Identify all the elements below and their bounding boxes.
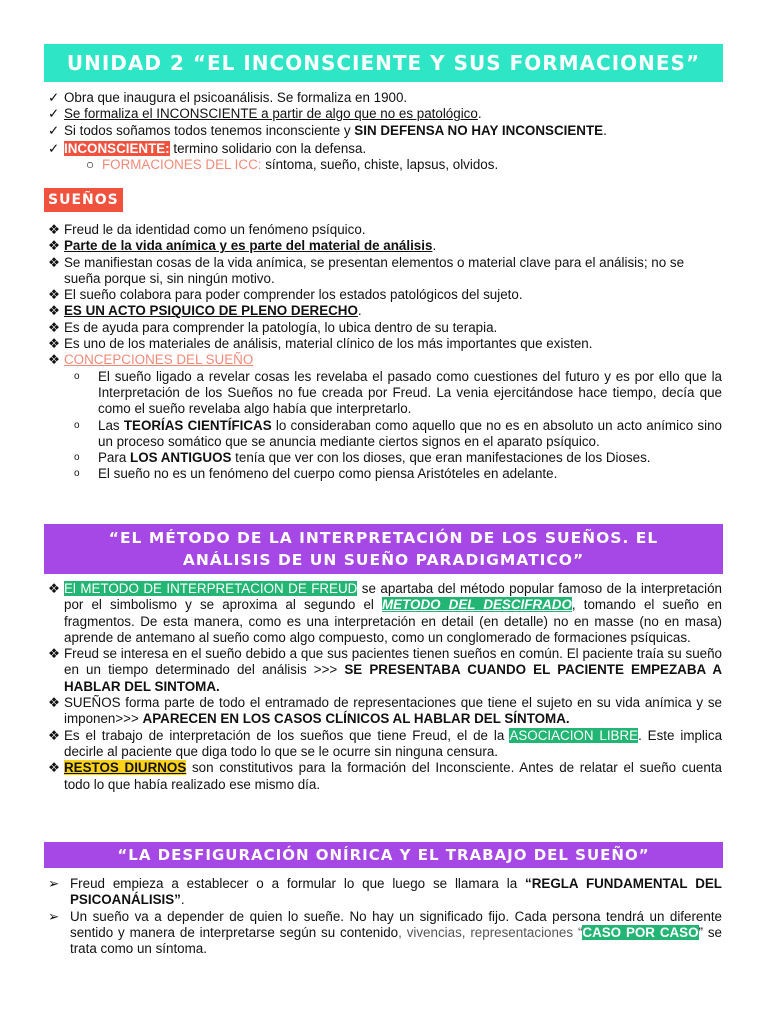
check-icon: ✓ [48, 140, 60, 156]
intro-list [46, 90, 722, 173]
diamond-bullet-icon: ❖ [48, 319, 61, 335]
list-item: ❖ Es el trabajo de interpretación de los sueños que tiene Freud, el de la ASOCIACION LIBRE. Este implica decirle al paciente que diga todo lo que se le ocurre sin ninguna censura. [48, 727, 723, 759]
circle-bullet-icon: o [74, 468, 80, 480]
list-item: ❖ RESTOS DIURNOS son constitutivos para la formación del Inconsciente. Antes de relatar el sueño cuenta todo lo que había realizado ese mismo día. [48, 760, 722, 792]
list-item: ❖ Es de ayuda para comprender la patología, lo ubica dentro de su terapia. [48, 319, 498, 335]
check-icon: ✓ [48, 122, 60, 138]
list-item: ❖ Freud se interesa en el sueño debido a que sus pacientes tienen sueños en común. El paciente traía su sueño en un tiempo determinado del análisis >>> SE PRESENTABA CUANDO EL PACIENTE EMPEZABA A HABLAR DEL SINTOMA. [48, 646, 722, 694]
sub-list-item: o Para LOS ANTIGUOS tenía que ver con los dioses, que eran manifestaciones de los Dioses. [74, 450, 651, 466]
check-icon: ✓ [48, 90, 60, 105]
list-item: ❖ SUEÑOS forma parte de todo el entramado de representaciones que tiene el sujeto en su vida anímica y se imponen>>> APARECEN EN LOS CASOS CLÍNICOS AL HABLAR DEL SÍNTOMA. [48, 695, 722, 727]
diamond-bullet-icon: ❖ [48, 254, 61, 270]
sub-list-item: o El sueño no es un fenómeno del cuerpo como piensa Aristóteles en adelante. [74, 466, 558, 482]
diamond-bullet-icon: ❖ [48, 727, 61, 743]
list-item: ❖ Freud le da identidad como un fenómeno psíquico. [48, 222, 366, 237]
sub-list-item: o El sueño ligado a revelar cosas les revelaba el pasado como cuestiones del futuro y es por ello que la Interpretación de los Sueños no fue creada por Freud. La venia ejercitándose hace tiempo, decía que como el sueño revelaba algo había que interpretarlo. [74, 368, 722, 417]
circle-bullet-icon: o [74, 419, 80, 431]
desfiguracion-banner: “LA DESFIGURACIÓN ONÍRICA Y EL TRABAJO DEL SUEÑO” [44, 842, 723, 868]
suenos-list [46, 222, 722, 483]
list-item: ✓ Se formaliza el INCONSCIENTE a partir de algo que no es patológico. [48, 106, 482, 122]
diamond-bullet-icon: ❖ [48, 646, 61, 662]
list-item: ❖ Parte de la vida anímica y es parte del material de análisis. [48, 238, 437, 254]
diamond-bullet-icon: ❖ [48, 581, 61, 596]
diamond-bullet-icon: ❖ [48, 238, 61, 254]
diamond-bullet-icon: ❖ [48, 695, 61, 711]
list-item: ✓ Obra que inaugura el psicoanálisis. Se formaliza en 1900. [48, 90, 408, 105]
diamond-bullet-icon: ❖ [48, 303, 61, 319]
arrow-bullet-icon: ➢ [48, 876, 60, 891]
list-item: ✓ INCONSCIENTE: termino solidario con la defensa. [48, 140, 367, 156]
suenos-section-tag: SUEÑOS [44, 188, 123, 212]
list-item: ✓ Si todos soñamos todos tenemos inconsciente y SIN DEFENSA NO HAY INCONSCIENTE. [48, 122, 607, 138]
list-item [46, 352, 722, 368]
list-item: ➢ Freud empieza a establecer o a formular lo que luego se llamara la “REGLA FUNDAMENTAL DEL PSICOANÁLISIS”. [48, 876, 722, 908]
circle-bullet-icon: o [74, 452, 80, 464]
diamond-bullet-icon: ❖ [48, 222, 61, 237]
list-item: ➢ Un sueño va a depender de quien lo sueñe. No hay un significado fijo. Cada persona tendrá un diferente sentido y manera de interpretarse según su contenido, vivencias, representaciones “CASO POR CASO” se trata como un síntoma. [48, 908, 722, 957]
list-item: ❖ El METODO DE INTERPRETACION DE FREUD se apartaba del método popular famoso de la interpretación por el simbolismo y se aproxima al segundo el METODO DEL DESCIFRADO, tomando el sueño en fragmentos. De esta manera, como es una interpretación en detail (en detalle) no en masse (no en masa) aprende de antemano al sueño como algo compuesto, como un conglomerado de formaciones psíquicas. [48, 581, 723, 645]
list-item: ❖ ES UN ACTO PSIQUICO DE PLENO DERECHO. [48, 303, 362, 319]
unit-title-banner: UNIDAD 2 “EL INCONSCIENTE Y SUS FORMACIONES” [44, 44, 723, 82]
inconsciente-label: INCONSCIENTE: [64, 140, 170, 156]
circle-bullet-icon: o [74, 370, 80, 382]
diamond-bullet-icon: ❖ [48, 287, 61, 303]
sub-list-item: o Las TEORÍAS CIENTÍFICAS lo consideraban como aquello que no es en absoluto un acto anímico sino un proceso somático que se anuncia mediante ciertos signos en el aparato psíquico. [74, 417, 722, 449]
diamond-bullet-icon: ❖ [48, 760, 61, 776]
list-item: ❖ Es uno de los materiales de análisis, material clínico de los más importantes que existen. [48, 336, 593, 352]
concepciones-heading: CONCEPCIONES DEL SUEÑO [64, 352, 254, 368]
desfiguracion-list [46, 876, 722, 957]
metodo-list [46, 581, 722, 793]
list-item: ❖ Se manifiestan cosas de la vida anímica, se presentan elementos o material clave para el análisis; no se sueña porque si, sin ningún motivo. [48, 254, 685, 286]
list-item: ○ FORMACIONES DEL ICC: síntoma, sueño, chiste, lapsus, olvidos. [86, 157, 499, 173]
check-icon: ✓ [48, 106, 60, 122]
metodo-banner: “EL MÉTODO DE LA INTERPRETACIÓN DE LOS SUEÑOS. EL ANÁLISIS DE UN SUEÑO PARADIGMATICO” [44, 524, 723, 574]
circle-bullet-icon: ○ [86, 157, 95, 173]
list-item: ❖ El sueño colabora para poder comprender los estados patológicos del sujeto. [48, 287, 523, 303]
diamond-bullet-icon: ❖ [48, 352, 61, 368]
arrow-bullet-icon: ➢ [48, 908, 60, 924]
diamond-bullet-icon: ❖ [48, 336, 61, 352]
